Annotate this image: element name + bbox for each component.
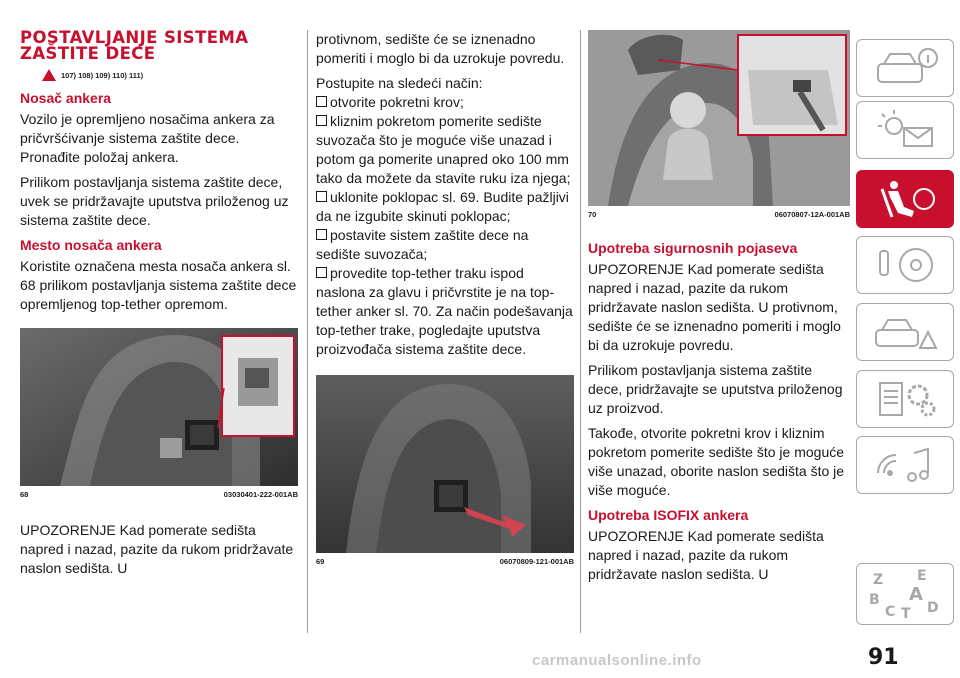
paragraph: UPOZORENJE Kad pomerate sedišta napred i nazad, pazite da rukom pridržavate naslon sedišta. U — [588, 528, 824, 582]
list-item — [316, 93, 574, 112]
index-letter: D — [927, 600, 939, 616]
figure-code: 06070809-121-001AB — [499, 557, 574, 566]
checkbox-bullet-icon — [316, 191, 327, 202]
index-letter: E — [917, 568, 927, 584]
figure-68 — [20, 328, 298, 486]
paragraph: Vozilo je opremljeno nosačima ankera za pričvršćivanje sistema zaštite dece. Pronađite položaj ankera. — [20, 111, 275, 165]
paragraph: Prilikom postavljanja sistema zaštite dece, pridržavajte se uputstva priloženog uz proizvod. — [588, 362, 843, 416]
list-item — [316, 112, 574, 188]
figure-68-caption — [20, 490, 298, 499]
list-item-text: kliznim pokretom pomerite sedište suvozača što je moguće više unazad i potom ga pomerite unapred oko 100 mm tako da možete da stavite ruku iza njega; — [316, 113, 571, 186]
figure-70-caption — [588, 210, 850, 219]
figure-70-image — [588, 30, 850, 206]
section-title — [20, 30, 298, 62]
heading-isofix: Upotreba ISOFIX ankera — [588, 507, 749, 523]
column-3 — [588, 30, 850, 590]
watermark: carmanualsonline.info — [532, 652, 702, 669]
paragraph: Postupite na sledeći način: — [316, 75, 483, 91]
figure-number: 68 — [20, 490, 29, 499]
index-letter: T — [901, 606, 911, 622]
figure-code: 06070807-12A-001AB — [774, 210, 850, 219]
figure-code: 03030401-222-001AB — [223, 490, 298, 499]
paragraph: UPOZORENJE Kad pomerate sedišta napred i nazad, pazite da rukom pridržavate naslon sedišta. U — [20, 522, 294, 576]
list-item — [316, 188, 574, 226]
paragraph: Prilikom postavljanja sistema zaštite dece, uvek se pridržavajte uputstva priloženog uz sistema zaštite dece. — [20, 174, 289, 228]
sidebar-tab-multimedia[interactable] — [856, 436, 954, 494]
sidebar-tab-starting-driving[interactable] — [856, 236, 954, 294]
figure-number: 69 — [316, 557, 325, 566]
list-item-text: uklonite poklopac sl. 69. Budite pažljivi da ne izgubite skinuti poklopac; — [316, 189, 569, 224]
page-number: 91 — [868, 645, 899, 670]
column-2 — [316, 30, 574, 566]
warning-lights-icon — [870, 108, 940, 152]
checkbox-bullet-icon — [316, 96, 327, 107]
index-letter: C — [885, 604, 896, 620]
list-item-text: provedite top-tether traku ispod naslona za glavu i pričvrstite je na top-tether anker sl. 70. Za način podešavanja top-tether trake, pogledajte uputstva proizvođača sistema zaštite dece. — [316, 265, 573, 357]
figure-68-image — [20, 328, 298, 486]
sidebar-tab-safety[interactable] — [856, 170, 954, 228]
figure-69-caption — [316, 557, 574, 566]
breakdown-icon — [870, 310, 940, 354]
list-item-text: otvorite pokretni krov; — [330, 94, 464, 110]
section-title-line2: ZAŠTITE DECE — [20, 44, 156, 63]
paragraph: protivnom, sedište će se iznenadno pomeriti i moglo bi da uzrokuje povredu. — [316, 31, 565, 66]
column-1 — [20, 30, 298, 584]
checkbox-bullet-icon — [316, 229, 327, 240]
sidebar-tab-emergency[interactable] — [856, 303, 954, 361]
warning-refs-row — [20, 69, 298, 81]
index-letter: B — [869, 592, 880, 608]
heading-sigurnosni-pojasevi: Upotreba sigurnosnih pojaseva — [588, 240, 798, 256]
heading-mesto-nosaca: Mesto nosača ankera — [20, 237, 162, 253]
heading-nosac-ankera: Nosač ankera — [20, 90, 112, 106]
sidebar-tab-index[interactable] — [856, 563, 954, 625]
paragraph: Takođe, otvorite pokretni krov i kliznim pokretom pomerite sedište što je moguće više unazad, oborite naslon sedišta što je više moguće. — [588, 425, 845, 498]
column-divider — [580, 30, 581, 633]
multimedia-icon — [870, 443, 940, 487]
sidebar-tab-warning-lights[interactable] — [856, 101, 954, 159]
checkbox-bullet-icon — [316, 115, 327, 126]
steps-list — [316, 93, 574, 359]
car-info-icon — [870, 46, 940, 90]
index-letter: A — [909, 584, 923, 605]
figure-number: 70 — [588, 210, 597, 219]
sidebar-tab-maintenance[interactable] — [856, 370, 954, 428]
steering-wheel-icon — [870, 243, 940, 287]
section-title-line1: POSTAVLJANJE SISTEMA — [20, 28, 249, 47]
list-item — [316, 226, 574, 264]
figure-69-image — [316, 375, 574, 553]
paragraph: Koristite označena mesta nosača ankera sl. 68 prilikom postavljanja sistema zaštite dece opremljenog top-tether opremom. — [20, 258, 297, 312]
warning-refs: 107) 108) 109) 110) 111) — [61, 70, 144, 80]
airbag-seat-icon — [870, 177, 940, 221]
list-item — [316, 264, 574, 359]
index-letter: Z — [873, 572, 884, 588]
paragraph: UPOZORENJE Kad pomerate sedišta napred i nazad, pazite da rukom pridržavate naslon sedišta. U protivnom, sedište će se iznenadno pomeriti i moglo bi da uzrokuje povredu. — [588, 261, 841, 353]
figure-69 — [316, 375, 574, 553]
index-icon — [865, 566, 945, 622]
maintenance-icon — [870, 377, 940, 421]
sidebar-tab-car-info[interactable] — [856, 39, 954, 97]
list-item-text: postavite sistem zaštite dece na sedište suvozača; — [316, 227, 529, 262]
warning-triangle-icon — [42, 69, 56, 81]
checkbox-bullet-icon — [316, 267, 327, 278]
column-divider — [307, 30, 308, 633]
figure-70 — [588, 30, 850, 206]
